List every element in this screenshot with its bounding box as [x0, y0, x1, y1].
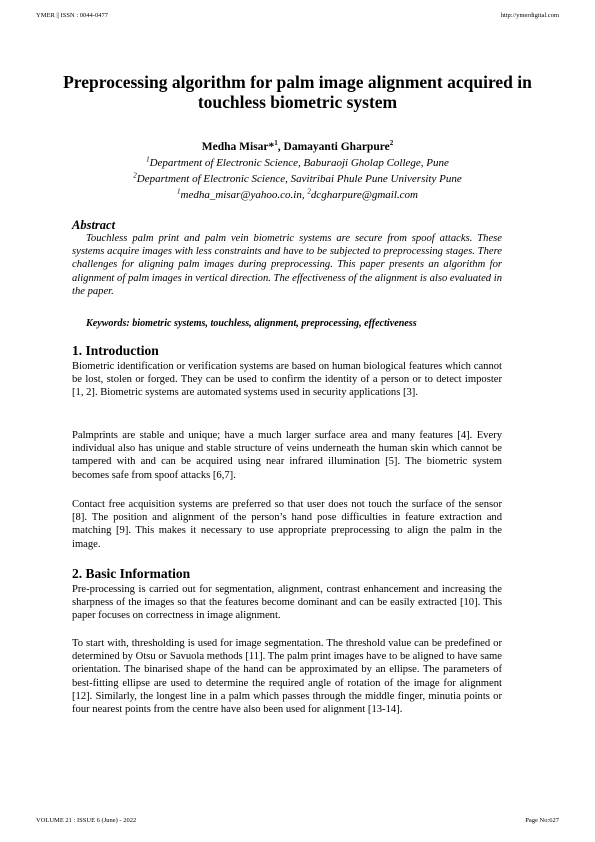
email-1: medha_misar@yahoo.co.in,: [180, 189, 308, 201]
section-heading-basic-information: 2. Basic Information: [72, 566, 191, 581]
email-1-sup: 1: [177, 187, 181, 196]
email-line: [40, 188, 555, 202]
affiliation-2-text: Department of Electronic Science, Savitribai Phule Pune University Pune: [136, 173, 462, 185]
affiliation-2-sup: 2: [133, 171, 137, 180]
intro-paragraph-2: Palmprints are stable and unique; have a much larger surface area and many features [4]. Every individual also has unique and stable structure of veins underneath the human skin which cannot be tampered with and can be acquired using near infrared illumination [5]. The biometric system becomes safe from spoof attacks [6,7].: [72, 430, 502, 481]
journal-header: YMER || ISSN : 0044-0477: [36, 12, 108, 19]
keywords: Keywords: biometric systems, touchless, alignment, preprocessing, effectiveness: [86, 318, 417, 329]
author-1: Medha Misar*: [201, 141, 275, 153]
section-heading-introduction: 1. Introduction: [72, 343, 159, 358]
author-1-sup: 1: [274, 139, 278, 148]
abstract-text: Touchless palm print and palm vein biometric systems are secure from spoof attacks. These systems acquire images with less constraints and have to be subjected to preprocessing stages. There challenges for aligning palm images during preprocessing. This paper presents an algorithm for alignment of palm images in vertical direction. The effectiveness of the alignment is also evaluated in the paper.: [72, 233, 502, 297]
affiliation-1: [40, 156, 555, 170]
paper-title: Preprocessing algorithm for palm image alignment acquired in touchless biometric system: [63, 72, 532, 112]
affiliation-1-text: Department of Electronic Science, Baburaoji Gholap College, Pune: [149, 157, 449, 169]
footer-page-number: Page No:627: [525, 817, 559, 824]
footer-volume: VOLUME 21 : ISSUE 6 (June) - 2022: [36, 817, 137, 824]
journal-url: http://ymerdigital.com: [500, 12, 559, 19]
affiliation-1-sup: 1: [146, 155, 150, 164]
intro-paragraph-1: Biometric identification or verification systems are based on human biological features which cannot be lost, stolen or forged. They can be used to confirm the identity of a person or to detect imposter [1, 2]. Biometric systems are automated systems used in security applications [3].: [72, 361, 502, 399]
author-2: Damayanti Gharpure: [283, 141, 390, 153]
intro-paragraph-3: Contact free acquisition systems are preferred so that user does not touch the surface of the sensor [8]. The position and alignment of the person’s hand pose difficulties in feature extraction and matching [9]. This makes it necessary to use appropriate preprocessing to align the palm in the image.: [72, 499, 502, 550]
basic-info-paragraph-1: Pre-processing is carried out for segmentation, alignment, contrast enhancement and increasing the sharpness of the images so that the features become dominant and can be easily extracted [10]. This paper focuses on correctness in image alignment.: [72, 584, 502, 622]
author-separator: ,: [277, 141, 284, 153]
email-2-sup: 2: [307, 187, 311, 196]
author-2-sup: 2: [389, 139, 394, 148]
author-line: [40, 140, 555, 154]
email-2: dcgharpure@gmail.com: [310, 189, 418, 201]
affiliation-2: [40, 172, 555, 186]
abstract-heading: Abstract: [72, 218, 116, 232]
basic-info-paragraph-2: To start with, thresholding is used for image segmentation. The threshold value can be predefined or determined by Otsu or Savuola methods [11]. The palm print images have to be aligned to have same orientation. The binarised shape of the hand can be approximated by an ellipse. The parameters of best-fitting ellipse are used to determine the required angle of rotation of the image for alignment [12]. Similarly, the longest line in a palm which passes through the middle finger, minutia points or four nearest points from the centre have also been used for alignment [13-14].: [72, 638, 502, 716]
